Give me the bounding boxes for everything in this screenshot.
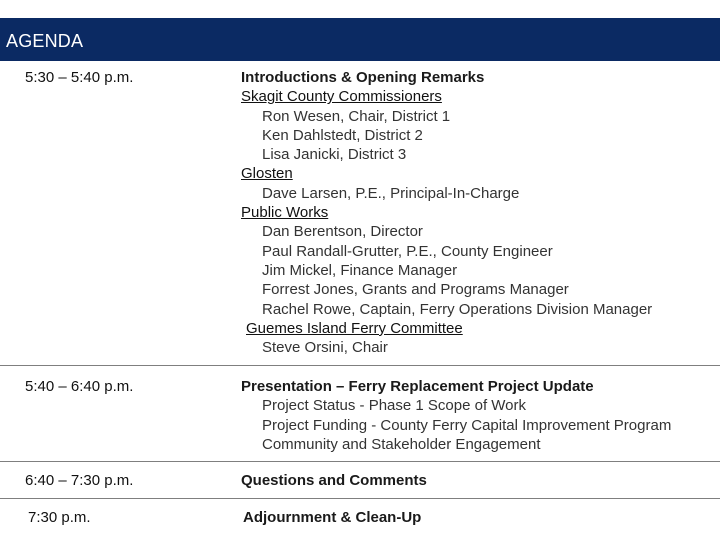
member-line: Forrest Jones, Grants and Programs Manager — [262, 281, 569, 299]
agenda-item-2 — [241, 377, 671, 454]
member-line: Jim Mickel, Finance Manager — [262, 261, 458, 279]
group-name: Public Works — [241, 204, 329, 222]
member-line: Dave Larsen, P.E., Principal-In-Charge — [262, 184, 520, 202]
agenda-item-3 — [241, 471, 427, 490]
member-line: Ken Dahlstedt, District 2 — [262, 126, 423, 144]
item-heading: Adjournment & Clean-Up — [243, 509, 422, 526]
time-slot-4: 7:30 p.m. — [28, 509, 91, 526]
agenda-item-1 — [241, 68, 652, 357]
member-line: Steve Orsini, Chair — [262, 339, 388, 357]
time-slot-1: 5:30 – 5:40 p.m. — [25, 69, 134, 86]
member-line: Dan Berentson, Director — [262, 223, 423, 241]
item-heading: Introductions & Opening Remarks — [241, 69, 485, 86]
agenda-title: AGENDA — [6, 31, 84, 51]
item-heading: Presentation – Ferry Replacement Project Update — [241, 378, 594, 395]
title-bar — [0, 18, 720, 61]
group-name: Glosten — [241, 165, 293, 183]
topic-line: Community and Stakeholder Engagement — [262, 435, 541, 453]
group-name: Skagit County Commissioners — [241, 88, 442, 106]
time-slot-3: 6:40 – 7:30 p.m. — [25, 472, 134, 489]
time-slot-2: 5:40 – 6:40 p.m. — [25, 378, 134, 395]
member-line: Lisa Janicki, District 3 — [262, 146, 407, 164]
item-heading: Questions and Comments — [241, 472, 427, 489]
topic-line: Project Funding - County Ferry Capital Improvement Program — [262, 416, 672, 434]
member-line: Ron Wesen, Chair, District 1 — [262, 107, 451, 125]
group-name: Guemes Island Ferry Committee — [246, 319, 463, 337]
row-divider — [0, 498, 720, 499]
agenda-item-4 — [243, 508, 421, 527]
topic-line: Project Status - Phase 1 Scope of Work — [262, 397, 527, 415]
member-line: Paul Randall-Grutter, P.E., County Engineer — [262, 242, 553, 260]
row-divider — [0, 461, 720, 462]
row-divider — [0, 365, 720, 366]
member-line: Rachel Rowe, Captain, Ferry Operations Division Manager — [262, 300, 653, 318]
